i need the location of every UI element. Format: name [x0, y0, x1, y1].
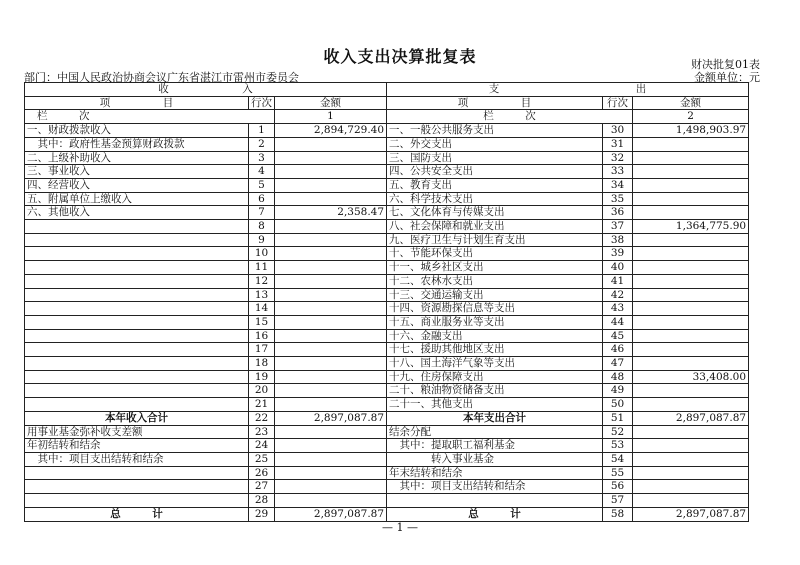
- expense-rowno-cell: 41: [603, 274, 633, 288]
- expense-rowno-cell: 50: [603, 398, 633, 412]
- expense-item-cell: 十八、国土海洋气象等支出: [387, 357, 603, 371]
- table-row: [25, 329, 749, 343]
- expense-amount-cell: [633, 315, 749, 329]
- income-rowno-cell: 12: [249, 274, 275, 288]
- income-amount-cell: [275, 343, 387, 357]
- expense-item-cell: 一、一般公共服务支出: [387, 124, 603, 138]
- expense-item-cell: 结余分配: [387, 425, 603, 439]
- table-row: [25, 398, 749, 412]
- income-amount-cell: 2,897,087.87: [275, 411, 387, 425]
- income-item-cell: 年初结转和结余: [25, 439, 249, 453]
- table-row: [25, 480, 749, 494]
- expense-amount-cell: 1,498,903.97: [633, 124, 749, 138]
- header-row-colnums: [25, 110, 749, 124]
- income-item-cell: 六、其他收入: [25, 206, 249, 220]
- table-row: [25, 466, 749, 480]
- income-header: 收 入: [25, 83, 387, 97]
- income-amount-cell: [275, 178, 387, 192]
- expense-rowno-cell: 36: [603, 206, 633, 220]
- table-row: [25, 439, 749, 453]
- income-amount-cell: [275, 466, 387, 480]
- income-item-cell: [25, 274, 249, 288]
- expense-item-cell: 十四、资源勘探信息等支出: [387, 302, 603, 316]
- table-row: [25, 220, 749, 234]
- income-rowno-cell: 23: [249, 425, 275, 439]
- expense-rowno-header: 行次: [603, 96, 633, 110]
- expense-rowno-cell: 33: [603, 165, 633, 179]
- expense-item-cell: 八、社会保障和就业支出: [387, 220, 603, 234]
- income-item-cell: 三、事业收入: [25, 165, 249, 179]
- expense-amount-cell: [633, 439, 749, 453]
- income-rowno-cell: 20: [249, 384, 275, 398]
- income-rowno-cell: 24: [249, 439, 275, 453]
- expense-amount-cell: [633, 343, 749, 357]
- income-amount-cell: 2,897,087.87: [275, 507, 387, 521]
- income-rowno-cell: 29: [249, 507, 275, 521]
- income-rowno-cell: 14: [249, 302, 275, 316]
- expense-rowno-cell: 32: [603, 151, 633, 165]
- income-amount-cell: [275, 165, 387, 179]
- expense-item-cell: 转入事业基金: [387, 452, 603, 466]
- table-row: [25, 151, 749, 165]
- income-col-label: 栏 次: [25, 110, 275, 124]
- expense-item-cell: 三、国防支出: [387, 151, 603, 165]
- table-row: [25, 124, 749, 138]
- table-row: [25, 425, 749, 439]
- expense-rowno-cell: 45: [603, 329, 633, 343]
- income-rowno-cell: 25: [249, 452, 275, 466]
- income-item-cell: [25, 343, 249, 357]
- income-rowno-cell: 27: [249, 480, 275, 494]
- expense-amount-cell: [633, 233, 749, 247]
- expense-rowno-cell: 34: [603, 178, 633, 192]
- table-row: [25, 507, 749, 521]
- expense-amount-cell: [633, 302, 749, 316]
- expense-amount-cell: [633, 178, 749, 192]
- expense-amount-cell: 33,408.00: [633, 370, 749, 384]
- expense-item-cell: 二、外交支出: [387, 137, 603, 151]
- income-amount-cell: 2,358.47: [275, 206, 387, 220]
- income-rowno-cell: 10: [249, 247, 275, 261]
- table-row: [25, 315, 749, 329]
- header-row-section: [25, 83, 749, 97]
- expense-col-label: 栏 次: [387, 110, 633, 124]
- income-rowno-cell: 28: [249, 494, 275, 508]
- income-amount-cell: [275, 233, 387, 247]
- page-title: 收入支出决算批复表: [323, 47, 477, 66]
- income-amount-cell: [275, 384, 387, 398]
- table-row: [25, 137, 749, 151]
- expense-amount-cell: [633, 206, 749, 220]
- expense-amount-cell: [633, 480, 749, 494]
- expense-rowno-cell: 31: [603, 137, 633, 151]
- expense-amount-cell: [633, 466, 749, 480]
- income-rowno-cell: 22: [249, 411, 275, 425]
- income-amount-cell: [275, 247, 387, 261]
- income-item-cell: [25, 398, 249, 412]
- income-item-cell: [25, 370, 249, 384]
- table-body: [25, 83, 749, 522]
- expense-item-cell: 本年支出合计: [387, 411, 603, 425]
- income-item-cell: 用事业基金弥补收支差额: [25, 425, 249, 439]
- expense-rowno-cell: 39: [603, 247, 633, 261]
- income-amount-cell: [275, 494, 387, 508]
- expense-rowno-cell: 56: [603, 480, 633, 494]
- header-row-columns: [25, 96, 749, 110]
- income-rowno-cell: 6: [249, 192, 275, 206]
- income-item-cell: [25, 220, 249, 234]
- expense-rowno-cell: 52: [603, 425, 633, 439]
- income-item-cell: 一、财政拨款收入: [25, 124, 249, 138]
- income-rowno-cell: 3: [249, 151, 275, 165]
- expense-amount-cell: [633, 165, 749, 179]
- expense-item-cell: 十七、援助其他地区支出: [387, 343, 603, 357]
- income-rowno-cell: 17: [249, 343, 275, 357]
- income-item-cell: [25, 302, 249, 316]
- income-rowno-cell: 15: [249, 315, 275, 329]
- income-rowno-cell: 9: [249, 233, 275, 247]
- income-item-cell: 总 计: [25, 507, 249, 521]
- income-rowno-cell: 19: [249, 370, 275, 384]
- table-row: [25, 357, 749, 371]
- income-item-cell: 四、经营收入: [25, 178, 249, 192]
- expense-item-cell: [387, 494, 603, 508]
- expense-amount-cell: 2,897,087.87: [633, 411, 749, 425]
- expense-rowno-cell: 48: [603, 370, 633, 384]
- income-amount-cell: [275, 137, 387, 151]
- income-rowno-cell: 13: [249, 288, 275, 302]
- expense-col-number: 2: [633, 110, 749, 124]
- income-rowno-cell: 21: [249, 398, 275, 412]
- expense-amount-cell: 1,364,775.90: [633, 220, 749, 234]
- income-rowno-cell: 7: [249, 206, 275, 220]
- expense-item-cell: 十一、城乡社区支出: [387, 261, 603, 275]
- income-amount-cell: [275, 357, 387, 371]
- expense-item-cell: 总 计: [387, 507, 603, 521]
- income-amount-cell: [275, 151, 387, 165]
- expense-rowno-cell: 46: [603, 343, 633, 357]
- expense-rowno-cell: 30: [603, 124, 633, 138]
- table-row: [25, 192, 749, 206]
- expense-item-cell: 十、节能环保支出: [387, 247, 603, 261]
- income-item-cell: 其中：项目支出结转和结余: [25, 452, 249, 466]
- income-rowno-cell: 5: [249, 178, 275, 192]
- income-item-cell: [25, 466, 249, 480]
- income-amount-cell: [275, 452, 387, 466]
- income-item-cell: 其中：政府性基金预算财政拨款: [25, 137, 249, 151]
- expense-rowno-cell: 57: [603, 494, 633, 508]
- table-row: [25, 274, 749, 288]
- income-amount-cell: [275, 261, 387, 275]
- income-item-cell: [25, 261, 249, 275]
- expense-item-cell: 五、教育支出: [387, 178, 603, 192]
- expense-rowno-cell: 43: [603, 302, 633, 316]
- income-amount-cell: [275, 480, 387, 494]
- expense-amount-cell: [633, 494, 749, 508]
- expense-item-cell: 其中：项目支出结转和结余: [387, 480, 603, 494]
- income-item-header: 项 目: [25, 96, 249, 110]
- expense-amount-cell: [633, 192, 749, 206]
- expense-item-cell: 二十、粮油物资储备支出: [387, 384, 603, 398]
- expense-rowno-cell: 53: [603, 439, 633, 453]
- income-rowno-cell: 26: [249, 466, 275, 480]
- income-rowno-cell: 11: [249, 261, 275, 275]
- expense-item-cell: 十六、金融支出: [387, 329, 603, 343]
- expense-amount-cell: [633, 274, 749, 288]
- expense-item-cell: 十三、交通运输支出: [387, 288, 603, 302]
- expense-rowno-cell: 35: [603, 192, 633, 206]
- table-row: [25, 178, 749, 192]
- income-amount-cell: [275, 274, 387, 288]
- table-row: [25, 302, 749, 316]
- table-row: [25, 206, 749, 220]
- expense-rowno-cell: 58: [603, 507, 633, 521]
- expense-item-cell: 十五、商业服务业等支出: [387, 315, 603, 329]
- table-row: [25, 165, 749, 179]
- table-row: [25, 411, 749, 425]
- income-amount-cell: [275, 315, 387, 329]
- expense-item-cell: 二十一、其他支出: [387, 398, 603, 412]
- page-number: — 1 —: [382, 521, 418, 534]
- expense-rowno-cell: 54: [603, 452, 633, 466]
- income-rowno-cell: 4: [249, 165, 275, 179]
- expense-header: 支 出: [387, 83, 749, 97]
- table-row: [25, 494, 749, 508]
- income-amount-cell: [275, 220, 387, 234]
- income-amount-cell: [275, 398, 387, 412]
- income-item-cell: [25, 357, 249, 371]
- income-amount-cell: [275, 288, 387, 302]
- income-expense-table: [24, 82, 749, 522]
- income-item-cell: [25, 329, 249, 343]
- expense-rowno-cell: 44: [603, 315, 633, 329]
- table-row: [25, 343, 749, 357]
- income-item-cell: [25, 480, 249, 494]
- expense-rowno-cell: 49: [603, 384, 633, 398]
- expense-amount-header: 金额: [633, 96, 749, 110]
- income-rowno-cell: 2: [249, 137, 275, 151]
- expense-item-cell: 其中：提取职工福利基金: [387, 439, 603, 453]
- expense-rowno-cell: 40: [603, 261, 633, 275]
- expense-rowno-cell: 55: [603, 466, 633, 480]
- income-item-cell: 本年收入合计: [25, 411, 249, 425]
- expense-item-cell: 十九、住房保障支出: [387, 370, 603, 384]
- expense-rowno-cell: 51: [603, 411, 633, 425]
- income-item-cell: 二、上级补助收入: [25, 151, 249, 165]
- expense-amount-cell: [633, 329, 749, 343]
- form-code: 财决批复01表: [691, 58, 760, 71]
- income-item-cell: [25, 233, 249, 247]
- income-item-cell: [25, 315, 249, 329]
- income-rowno-cell: 8: [249, 220, 275, 234]
- expense-rowno-cell: 37: [603, 220, 633, 234]
- income-amount-cell: [275, 425, 387, 439]
- expense-amount-cell: [633, 247, 749, 261]
- income-item-cell: [25, 494, 249, 508]
- expense-amount-cell: [633, 384, 749, 398]
- income-rowno-cell: 1: [249, 124, 275, 138]
- expense-amount-cell: [633, 137, 749, 151]
- income-amount-header: 金额: [275, 96, 387, 110]
- expense-amount-cell: [633, 398, 749, 412]
- expense-rowno-cell: 38: [603, 233, 633, 247]
- expense-rowno-cell: 47: [603, 357, 633, 371]
- table-row: [25, 384, 749, 398]
- expense-item-cell: 四、公共安全支出: [387, 165, 603, 179]
- unit-label: 金额单位：元: [694, 71, 760, 84]
- income-amount-cell: [275, 192, 387, 206]
- income-amount-cell: [275, 302, 387, 316]
- table-row: [25, 247, 749, 261]
- income-item-cell: [25, 288, 249, 302]
- income-amount-cell: [275, 370, 387, 384]
- income-amount-cell: [275, 329, 387, 343]
- expense-amount-cell: [633, 425, 749, 439]
- expense-amount-cell: [633, 261, 749, 275]
- table-row: [25, 233, 749, 247]
- expense-amount-cell: [633, 452, 749, 466]
- income-rowno-cell: 16: [249, 329, 275, 343]
- expense-amount-cell: [633, 288, 749, 302]
- org-label: 部门：中国人民政治协商会议广东省湛江市雷州市委员会: [24, 71, 299, 84]
- expense-item-cell: 七、文化体育与传媒支出: [387, 206, 603, 220]
- expense-item-cell: 六、科学技术支出: [387, 192, 603, 206]
- table-row: [25, 370, 749, 384]
- income-amount-cell: 2,894,729.40: [275, 124, 387, 138]
- table-row: [25, 288, 749, 302]
- table-row: [25, 452, 749, 466]
- expense-amount-cell: 2,897,087.87: [633, 507, 749, 521]
- income-item-cell: [25, 384, 249, 398]
- expense-item-cell: 九、医疗卫生与计划生育支出: [387, 233, 603, 247]
- table-row: [25, 261, 749, 275]
- income-item-cell: [25, 247, 249, 261]
- expense-rowno-cell: 42: [603, 288, 633, 302]
- income-rowno-header: 行次: [249, 96, 275, 110]
- expense-amount-cell: [633, 357, 749, 371]
- income-col-number: 1: [275, 110, 387, 124]
- income-rowno-cell: 18: [249, 357, 275, 371]
- expense-item-header: 项 目: [387, 96, 603, 110]
- income-item-cell: 五、附属单位上缴收入: [25, 192, 249, 206]
- expense-item-cell: 十二、农林水支出: [387, 274, 603, 288]
- expense-amount-cell: [633, 151, 749, 165]
- expense-item-cell: 年末结转和结余: [387, 466, 603, 480]
- income-amount-cell: [275, 439, 387, 453]
